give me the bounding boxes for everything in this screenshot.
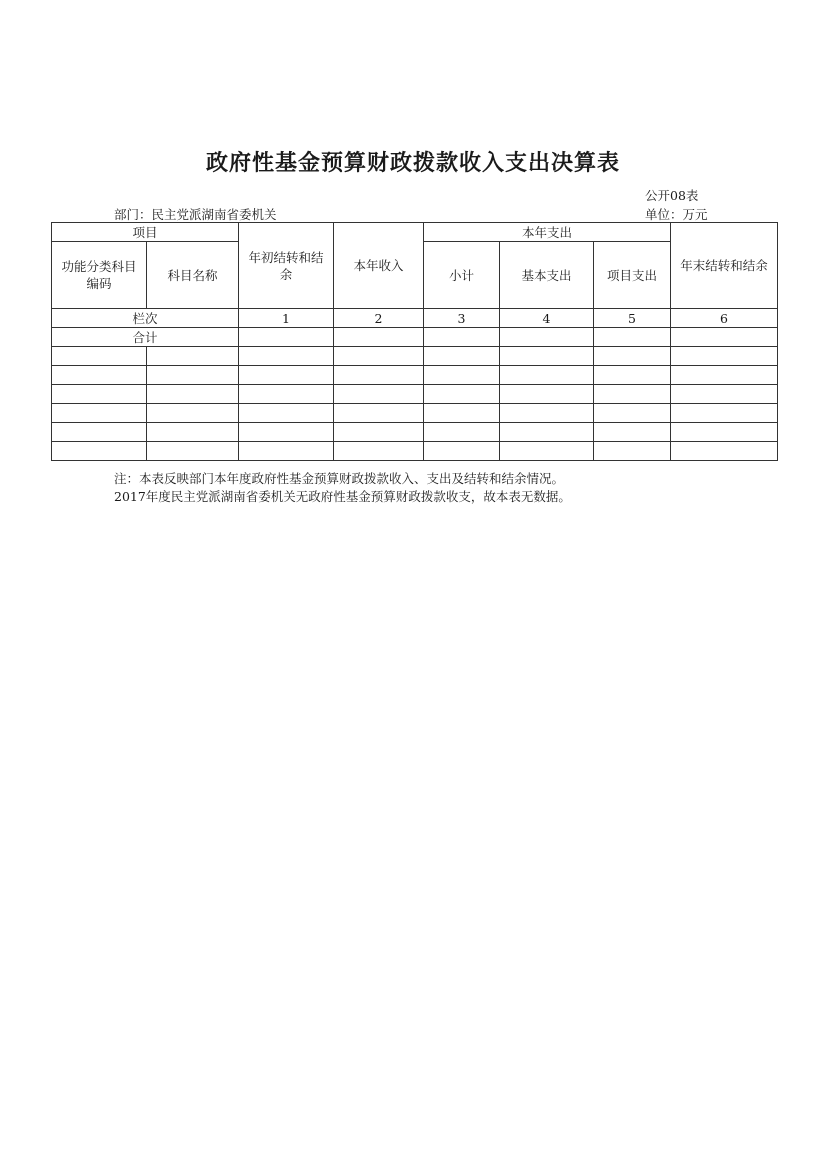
table-cell — [594, 347, 671, 366]
column-index-label: 栏次 — [52, 309, 239, 328]
table-cell — [334, 423, 424, 442]
no-data-statement: 2017年度民主党派湖南省委机关无政府性基金预算财政拨款收支，故本表无数据。 — [114, 489, 571, 504]
table-note: 注：本表反映部门本年度政府性基金预算财政拨款收入、支出及结转和结余情况。 — [114, 471, 565, 486]
table-row — [52, 423, 778, 442]
table-cell — [239, 385, 334, 404]
column-index-2: 2 — [334, 309, 424, 328]
table-cell — [424, 404, 500, 423]
table-cell — [500, 404, 594, 423]
table-cell — [671, 404, 778, 423]
total-row — [52, 328, 778, 347]
table-cell — [500, 385, 594, 404]
table-cell — [424, 347, 500, 366]
table-cell — [594, 328, 671, 347]
table-cell — [424, 423, 500, 442]
table-cell — [500, 423, 594, 442]
table-cell — [594, 442, 671, 461]
table-cell — [594, 423, 671, 442]
table-row — [52, 385, 778, 404]
table-cell — [500, 442, 594, 461]
table-cell — [52, 404, 147, 423]
table-cell — [52, 347, 147, 366]
header-func-code: 功能分类科目编码 — [52, 242, 147, 309]
column-index-6: 6 — [671, 309, 778, 328]
table-cell — [671, 442, 778, 461]
table-cell — [239, 442, 334, 461]
table-cell — [334, 442, 424, 461]
table-cell — [147, 442, 239, 461]
budget-table — [51, 222, 778, 461]
header-end-balance: 年末结转和结余 — [671, 223, 778, 309]
header-subject-name: 科目名称 — [147, 242, 239, 309]
table-cell — [239, 404, 334, 423]
header-expense: 本年支出 — [424, 223, 671, 242]
table-cell — [334, 366, 424, 385]
table-cell — [239, 328, 334, 347]
header-subtotal: 小计 — [424, 242, 500, 309]
table-row — [52, 442, 778, 461]
table-cell — [52, 442, 147, 461]
table-row — [52, 347, 778, 366]
table-row — [52, 404, 778, 423]
table-cell — [334, 404, 424, 423]
table-cell — [52, 366, 147, 385]
table-cell — [52, 385, 147, 404]
table-cell — [671, 347, 778, 366]
table-cell — [671, 423, 778, 442]
unit-label: 单位：万元 — [645, 207, 708, 222]
table-cell — [500, 328, 594, 347]
column-index-5: 5 — [594, 309, 671, 328]
table-cell — [147, 347, 239, 366]
table-cell — [147, 423, 239, 442]
header-basic-expense: 基本支出 — [500, 242, 594, 309]
table-cell — [594, 366, 671, 385]
table-cell — [424, 385, 500, 404]
table-cell — [147, 385, 239, 404]
table-cell — [671, 366, 778, 385]
table-cell — [424, 328, 500, 347]
table-cell — [147, 366, 239, 385]
table-cell — [594, 385, 671, 404]
table-cell — [334, 347, 424, 366]
table-cell — [424, 366, 500, 385]
table-cell — [147, 404, 239, 423]
header-project: 项目 — [52, 223, 239, 242]
column-index-1: 1 — [239, 309, 334, 328]
department-label: 部门：民主党派湖南省委机关 — [114, 207, 277, 222]
table-cell — [594, 404, 671, 423]
column-index-3: 3 — [424, 309, 500, 328]
table-cell — [424, 442, 500, 461]
table-number: 公开08表 — [645, 188, 699, 203]
page-title: 政府性基金预算财政拨款收入支出决算表 — [205, 151, 620, 176]
table-cell — [671, 385, 778, 404]
table-row — [52, 366, 778, 385]
header-project-expense: 项目支出 — [594, 242, 671, 309]
table-cell — [334, 385, 424, 404]
table-cell — [500, 347, 594, 366]
table-cell — [239, 423, 334, 442]
table-cell — [239, 366, 334, 385]
header-begin-balance: 年初结转和结余 — [239, 223, 334, 309]
table-cell — [334, 328, 424, 347]
header-income: 本年收入 — [334, 223, 424, 309]
table-cell — [500, 366, 594, 385]
table-cell — [239, 347, 334, 366]
total-label: 合计 — [52, 328, 239, 347]
table-cell — [52, 423, 147, 442]
column-index-4: 4 — [500, 309, 594, 328]
table-cell — [671, 328, 778, 347]
